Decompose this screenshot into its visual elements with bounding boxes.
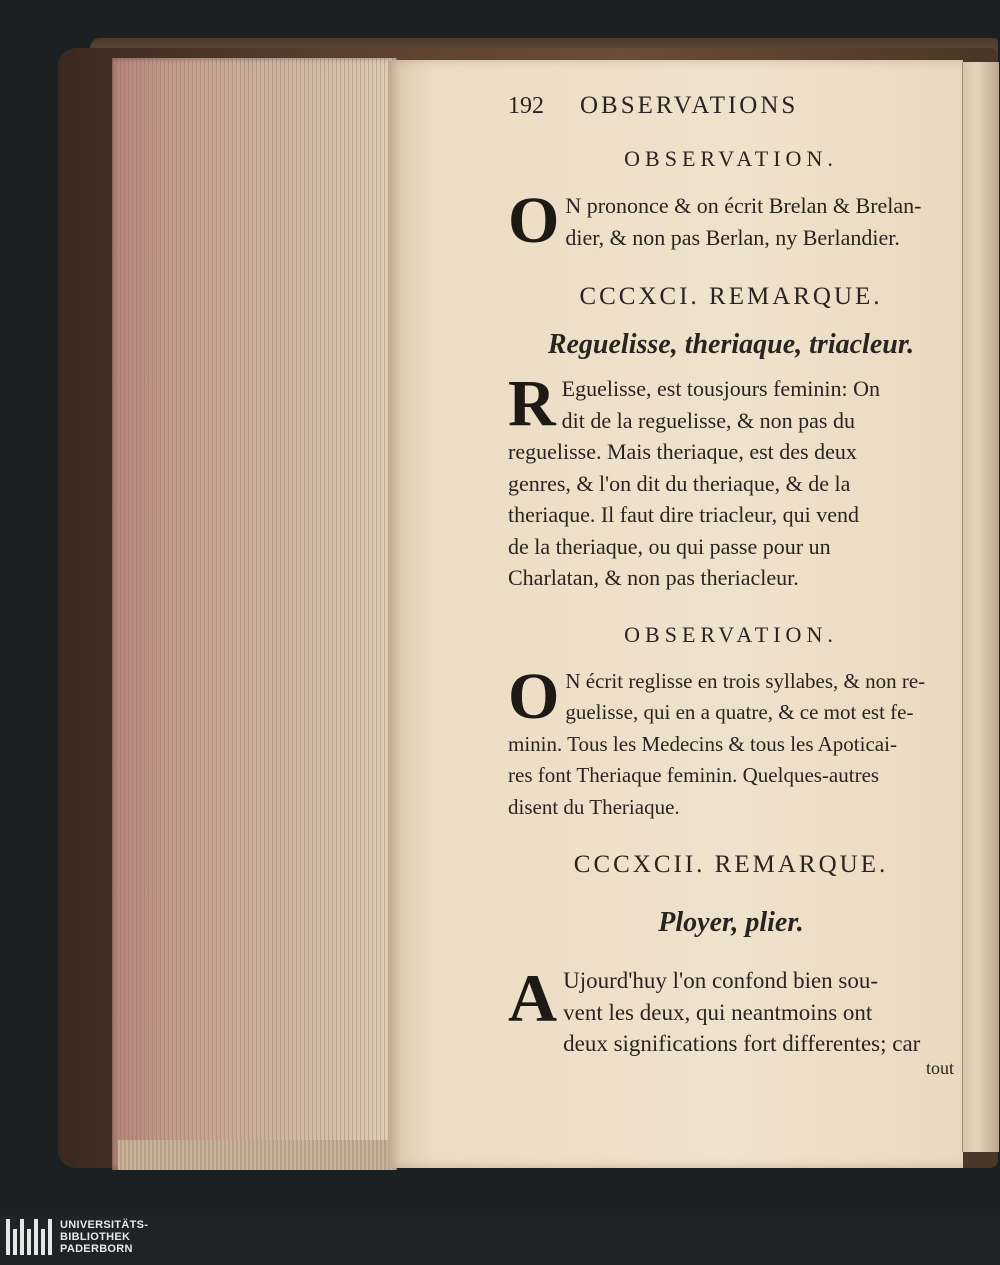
- library-logo: [6, 1219, 148, 1255]
- text-line: dier, & non pas Berlan, ny Berlandier.: [565, 224, 900, 250]
- section-subtitle: Reguelisse, theriaque, triacleur.: [547, 329, 915, 360]
- page-text: [508, 92, 954, 1079]
- text-line: de la theriaque, ou qui passe pour un: [508, 533, 831, 559]
- facing-page-edge: [962, 62, 999, 1152]
- text-line: genres, & l'on dit du theriaque, & de la: [508, 470, 851, 496]
- text-line: res font Theriaque feminin. Quelques-autres: [508, 763, 880, 787]
- text-line: deux significations fort differentes; car: [563, 1031, 921, 1056]
- page-number: 192: [508, 93, 544, 119]
- paragraph: [508, 184, 954, 257]
- text-line: theriaque. Il faut dire triacleur, qui vend: [508, 502, 859, 527]
- catchword: tout: [925, 1057, 954, 1078]
- paragraph: [508, 960, 954, 1060]
- text-line: Eguelisse, est tousjours feminin: On: [561, 376, 881, 401]
- section-heading: CCCXCI. REMARQUE.: [579, 283, 883, 310]
- text-line: minin. Tous les Medecins & tous les Apoticai-: [508, 731, 897, 756]
- drop-cap: R: [508, 367, 556, 440]
- footer-bar: [0, 1215, 1000, 1265]
- logo-line: PADERBORN: [60, 1243, 133, 1255]
- text-line: Charlatan, & non pas theriacleur.: [508, 565, 799, 590]
- section-heading: OBSERVATION.: [624, 621, 838, 647]
- section-heading: OBSERVATION.: [624, 146, 838, 171]
- drop-cap: O: [508, 659, 560, 733]
- library-logo-icon: [6, 1219, 52, 1255]
- section-observation-1: [508, 146, 954, 257]
- text-line: dit de la reguelisse, & non pas du: [561, 407, 855, 433]
- library-logo-text: [60, 1219, 148, 1255]
- text-line: disent du Theriaque.: [508, 794, 680, 819]
- text-line: vent les deux, qui neantmoins ont: [563, 999, 873, 1025]
- section-subtitle: Ployer, plier.: [658, 907, 804, 938]
- paragraph: [508, 659, 954, 824]
- text-line: N prononce & on écrit Brelan & Brelan-: [565, 193, 922, 218]
- section-remarque-392: [508, 851, 954, 1079]
- text-line: Ujourd'huy l'on confond bien sou-: [563, 968, 879, 993]
- drop-cap: A: [508, 960, 558, 1036]
- page-block-edges: [112, 58, 397, 1170]
- section-heading: CCCXCII. REMARQUE.: [573, 851, 889, 878]
- text-line: reguelisse. Mais theriaque, est des deux: [508, 439, 857, 464]
- logo-line: BIBLIOTHEK: [60, 1231, 131, 1243]
- section-observation-2: [508, 622, 954, 824]
- paragraph: [508, 367, 954, 594]
- drop-cap: O: [508, 184, 560, 257]
- text-line: N écrit reglisse en trois syllabes, & non re-: [565, 668, 926, 693]
- logo-line: UNIVERSITÄTS-: [60, 1219, 149, 1231]
- text-line: guelisse, qui en a quatre, & ce mot est fe-: [565, 700, 914, 724]
- section-remarque-391: [508, 283, 954, 594]
- running-head: [508, 92, 954, 136]
- page-block-bottom: [118, 1140, 393, 1170]
- running-head-title: OBSERVATIONS: [580, 92, 799, 119]
